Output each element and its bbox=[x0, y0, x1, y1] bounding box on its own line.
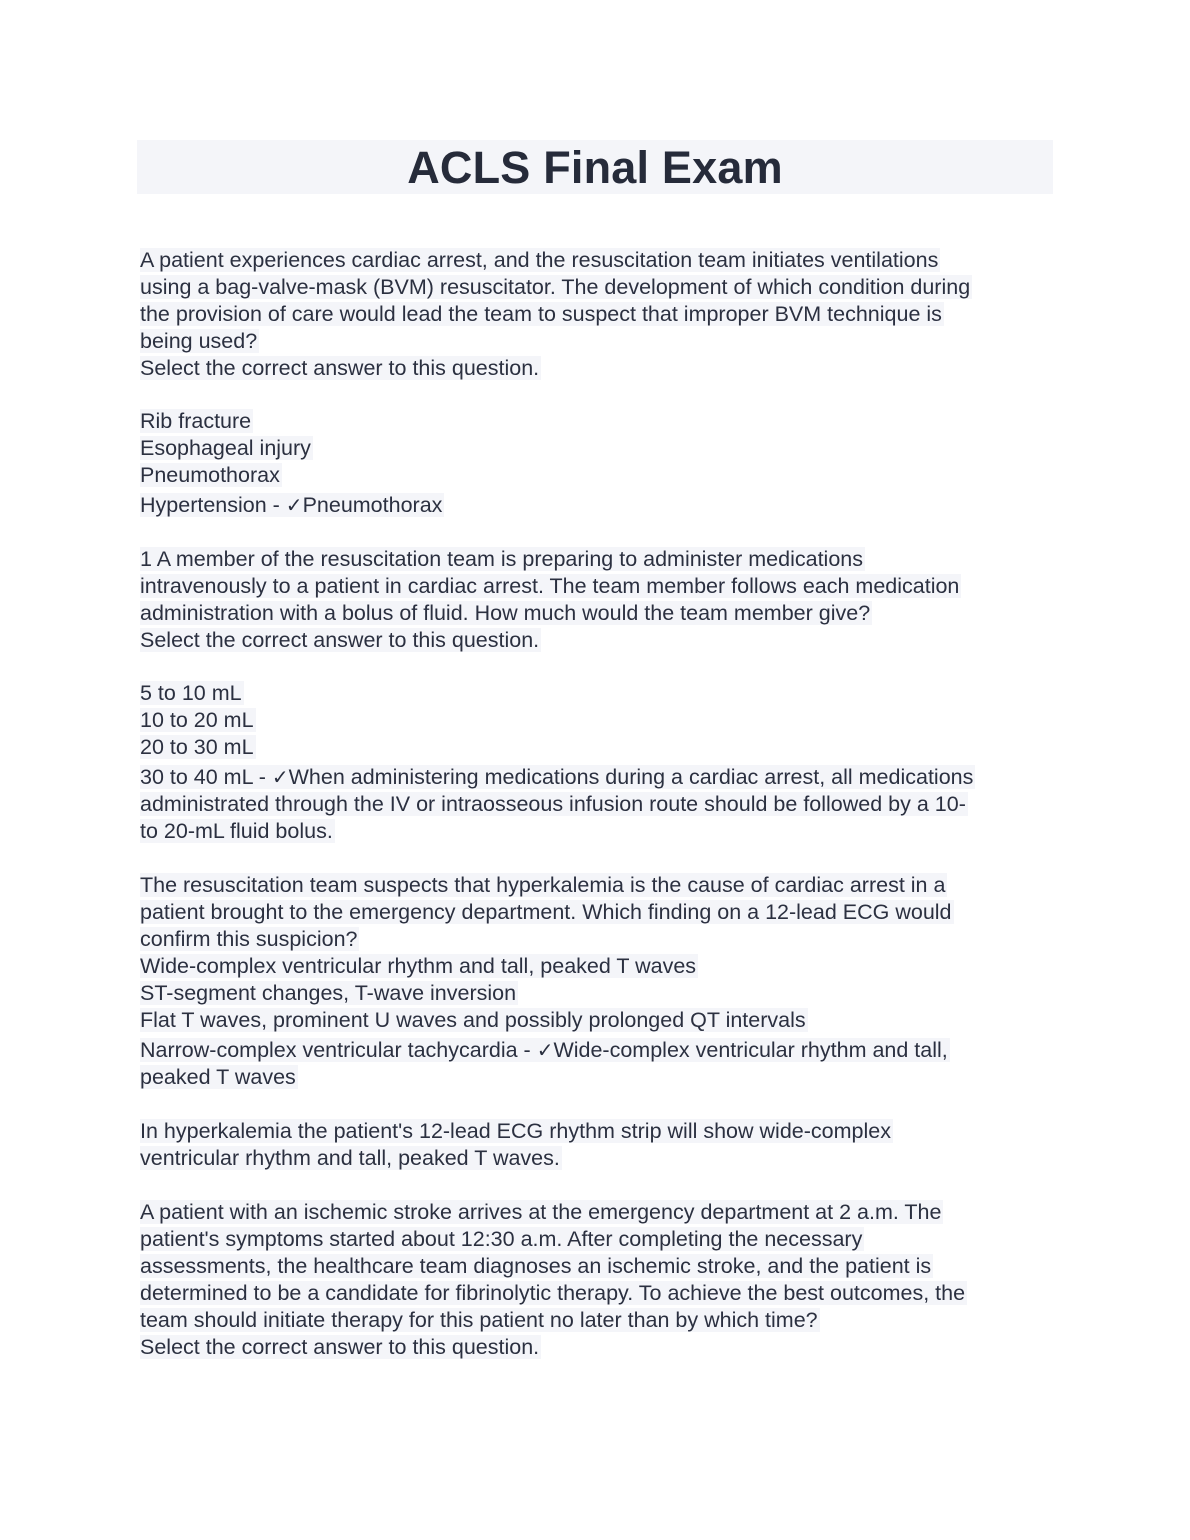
answer-option: 5 to 10 mL bbox=[140, 681, 242, 705]
correct-answer-continued: administrated through the IV or intraosseous infusion route should be followed by a 10- bbox=[140, 792, 966, 816]
answer-option: Wide-complex ventricular rhythm and tall, peaked T waves bbox=[140, 954, 697, 978]
question-3-stem-line: confirm this suspicion? bbox=[140, 927, 358, 951]
answer-option: Rib fracture bbox=[140, 409, 252, 433]
page-title: ACLS Final Exam bbox=[407, 141, 783, 193]
question-2-stem-line: administration with a bolus of fluid. How much would the team member give? bbox=[140, 601, 871, 625]
document-content bbox=[140, 247, 1052, 1386]
explanation-line: ventricular rhythm and tall, peaked T waves. bbox=[140, 1146, 560, 1170]
answer-option-label: Narrow-complex ventricular tachycardia - bbox=[140, 1038, 537, 1062]
question-4-stem-line: assessments, the healthcare team diagnoses an ischemic stroke, and the patient is bbox=[140, 1254, 932, 1278]
answer-option: 10 to 20 mL bbox=[140, 708, 254, 732]
correct-answer-continued: to 20-mL fluid bolus. bbox=[140, 819, 333, 843]
question-3-stem bbox=[140, 872, 1052, 1091]
checkmark-icon: ✓ bbox=[536, 1038, 554, 1062]
question-1-instruction: Select the correct answer to this question. bbox=[140, 356, 540, 380]
checkmark-icon: ✓ bbox=[285, 493, 303, 517]
correct-answer: When administering medications during a cardiac arrest, all medications bbox=[288, 765, 974, 789]
answer-option: ST-segment changes, T-wave inversion bbox=[140, 981, 517, 1005]
checkmark-icon: ✓ bbox=[271, 765, 289, 789]
title-bar bbox=[137, 140, 1053, 194]
question-1-stem bbox=[140, 247, 1052, 382]
question-4-stem-line: A patient with an ischemic stroke arrives at the emergency department at 2 a.m. The bbox=[140, 1200, 942, 1224]
question-4-stem-line: patient's symptoms started about 12:30 a.m. After completing the necessary bbox=[140, 1227, 863, 1251]
question-1-stem-line: being used? bbox=[140, 329, 258, 353]
question-2-stem bbox=[140, 546, 1052, 654]
question-2-stem-line: 1 A member of the resuscitation team is preparing to administer medications bbox=[140, 547, 863, 571]
explanation-line: In hyperkalemia the patient's 12-lead ECG rhythm strip will show wide-complex bbox=[140, 1119, 891, 1143]
question-1-options bbox=[140, 408, 1052, 519]
answer-option-with-key bbox=[140, 1037, 1052, 1064]
answer-option-with-key bbox=[140, 492, 1052, 519]
question-2-instruction: Select the correct answer to this question. bbox=[140, 628, 540, 652]
question-4-stem bbox=[140, 1199, 1052, 1361]
answer-option-with-key bbox=[140, 764, 1052, 791]
answer-option: 20 to 30 mL bbox=[140, 735, 254, 759]
correct-answer-continued: peaked T waves bbox=[140, 1065, 296, 1089]
question-3-stem-line: patient brought to the emergency department. Which finding on a 12-lead ECG would bbox=[140, 900, 952, 924]
question-1-stem-line: the provision of care would lead the team to suspect that improper BVM technique is bbox=[140, 302, 942, 326]
question-3-explanation bbox=[140, 1118, 1052, 1172]
correct-answer: Pneumothorax bbox=[302, 493, 443, 517]
answer-option-label: 30 to 40 mL - bbox=[140, 765, 272, 789]
answer-option: Pneumothorax bbox=[140, 463, 280, 487]
answer-option-label: Hypertension - bbox=[140, 493, 286, 517]
correct-answer: Wide-complex ventricular rhythm and tall, bbox=[553, 1038, 948, 1062]
question-2-options bbox=[140, 680, 1052, 845]
answer-option: Esophageal injury bbox=[140, 436, 311, 460]
question-3-stem-line: The resuscitation team suspects that hyperkalemia is the cause of cardiac arrest in a bbox=[140, 873, 946, 897]
question-1-stem-line: using a bag-valve-mask (BVM) resuscitator. The development of which condition during bbox=[140, 275, 971, 299]
question-4-stem-line: team should initiate therapy for this patient no later than by which time? bbox=[140, 1308, 818, 1332]
question-1-stem-line: A patient experiences cardiac arrest, and the resuscitation team initiates ventilations bbox=[140, 248, 939, 272]
answer-option: Flat T waves, prominent U waves and possibly prolonged QT intervals bbox=[140, 1008, 806, 1032]
question-4-stem-line: determined to be a candidate for fibrinolytic therapy. To achieve the best outcomes, the bbox=[140, 1281, 966, 1305]
question-2-stem-line: intravenously to a patient in cardiac arrest. The team member follows each medication bbox=[140, 574, 960, 598]
question-4-instruction: Select the correct answer to this question. bbox=[140, 1335, 540, 1359]
